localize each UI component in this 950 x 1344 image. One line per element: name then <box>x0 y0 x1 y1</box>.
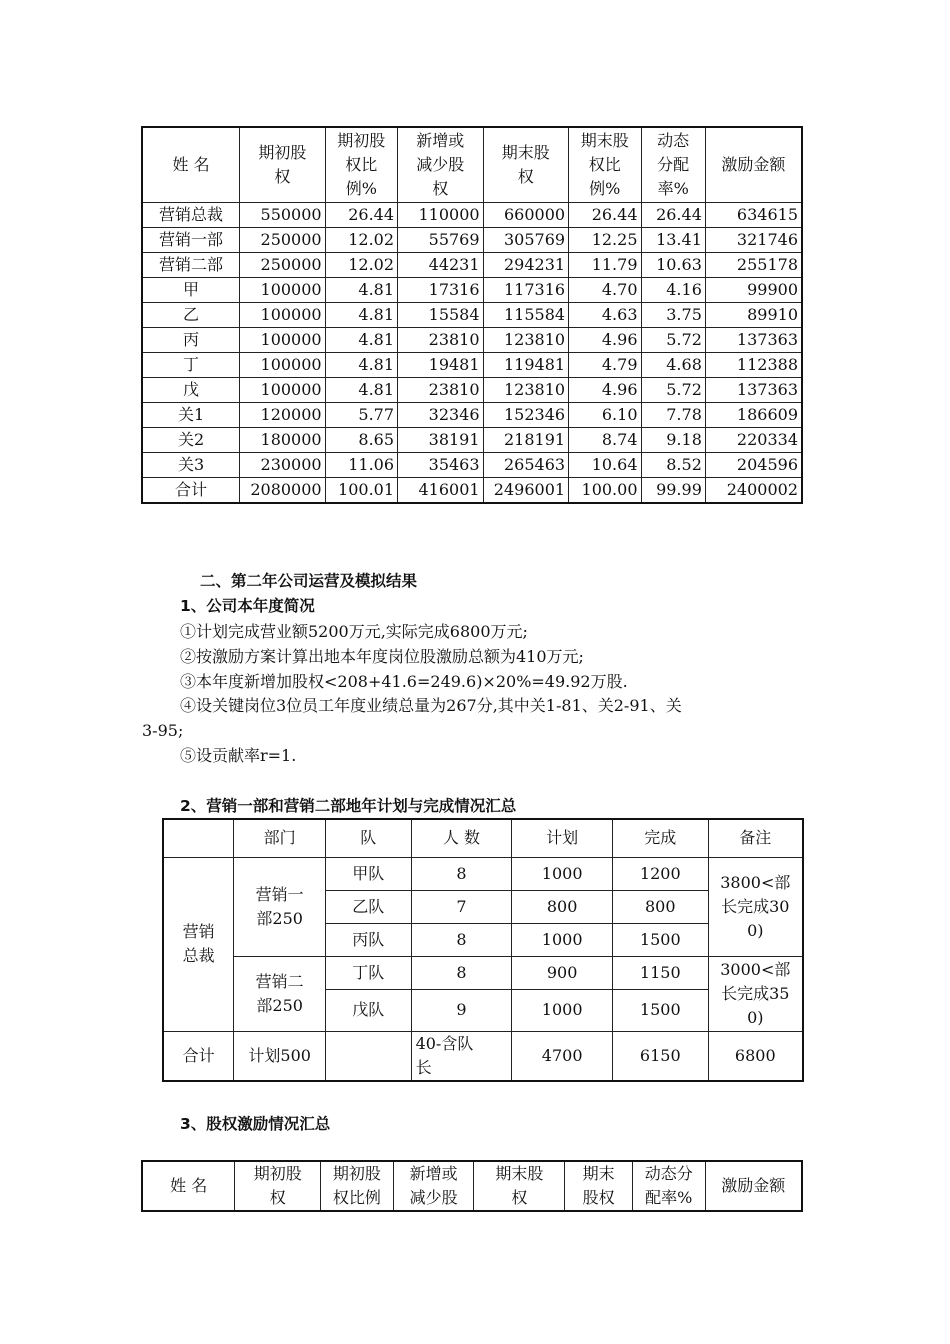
value-cell: 218191 <box>483 428 569 453</box>
value-cell: 660000 <box>483 203 569 228</box>
dept-cell: 营销一部250 <box>234 857 326 956</box>
header-cell: 队 <box>326 819 412 857</box>
value-cell: 4.81 <box>325 353 397 378</box>
value-cell: 137363 <box>705 378 802 403</box>
list-item: ④设关键岗位3位员工年度业绩总量为267分,其中关1-81、关2-91、关 <box>180 696 682 715</box>
total-headcount-cell: 40-含队长 <box>411 1031 512 1081</box>
value-cell: 89910 <box>705 303 802 328</box>
dept-cell: 营销二部250 <box>234 956 326 1031</box>
header-cell <box>163 819 234 857</box>
value-cell: 17316 <box>398 278 484 303</box>
value-cell: 100000 <box>240 378 326 403</box>
value-cell: 204596 <box>705 453 802 478</box>
list-item: ①计划完成营业额5200万元,实际完成6800万元; <box>180 622 528 641</box>
value-cell: 4.81 <box>325 378 397 403</box>
header-cell: 动态分配率% <box>641 127 705 203</box>
header-cell: 期末股权比例% <box>569 127 641 203</box>
value-cell: 117316 <box>483 278 569 303</box>
table-row <box>163 857 803 890</box>
value-cell: 416001 <box>398 478 484 504</box>
equity-table-year2 <box>141 1160 803 1212</box>
header-cell: 人 数 <box>411 819 512 857</box>
name-cell: 合计 <box>142 478 240 504</box>
value-cell: 7.78 <box>641 403 705 428</box>
header-cell: 期初股权 <box>235 1161 321 1211</box>
table-row <box>142 278 802 303</box>
value-cell: 12.25 <box>569 228 641 253</box>
value-cell: 8.65 <box>325 428 397 453</box>
table-row <box>142 303 802 328</box>
table-header-row <box>142 127 802 203</box>
value-cell: 26.44 <box>325 203 397 228</box>
list-item: 3-95; <box>142 721 184 740</box>
team-cell: 丁队 <box>326 956 412 989</box>
equity-table-year1 <box>141 126 803 504</box>
header-cell: 期末股权 <box>565 1161 633 1211</box>
header-cell: 动态分配率% <box>632 1161 705 1211</box>
plan-cell: 1000 <box>512 857 613 890</box>
note-cell: 3000<部长完成350) <box>708 956 803 1031</box>
headcount-cell: 8 <box>411 857 512 890</box>
header-cell: 备注 <box>708 819 803 857</box>
value-cell: 230000 <box>240 453 326 478</box>
value-cell: 123810 <box>483 378 569 403</box>
table-row <box>142 353 802 378</box>
value-cell: 4.96 <box>569 378 641 403</box>
value-cell: 8.52 <box>641 453 705 478</box>
value-cell: 4.70 <box>569 278 641 303</box>
header-cell: 期末股权 <box>483 127 569 203</box>
done-cell: 800 <box>612 890 708 923</box>
plan-cell: 900 <box>512 956 613 989</box>
total-row <box>142 478 802 504</box>
value-cell: 110000 <box>398 203 484 228</box>
header-cell: 激励金额 <box>705 1161 802 1211</box>
value-cell: 15584 <box>398 303 484 328</box>
value-cell: 9.18 <box>641 428 705 453</box>
table-row <box>142 403 802 428</box>
headcount-cell: 8 <box>411 923 512 956</box>
value-cell: 10.63 <box>641 253 705 278</box>
value-cell: 23810 <box>398 328 484 353</box>
list-item: ②按激励方案计算出地本年度岗位股激励总额为410万元; <box>180 647 584 666</box>
section-title: 二、第二年公司运营及模拟结果 <box>200 572 418 590</box>
name-cell: 关2 <box>142 428 240 453</box>
team-cell: 甲队 <box>326 857 412 890</box>
value-cell: 35463 <box>398 453 484 478</box>
value-cell: 6.10 <box>569 403 641 428</box>
done-cell: 1500 <box>612 923 708 956</box>
done-cell: 1500 <box>612 989 708 1031</box>
done-cell: 1150 <box>612 956 708 989</box>
value-cell: 5.77 <box>325 403 397 428</box>
total-note-cell: 6800 <box>708 1031 803 1081</box>
header-cell: 期末股权 <box>474 1161 565 1211</box>
header-cell: 激励金额 <box>705 127 802 203</box>
name-cell: 营销二部 <box>142 253 240 278</box>
value-cell: 4.79 <box>569 353 641 378</box>
value-cell: 100000 <box>240 278 326 303</box>
value-cell: 186609 <box>705 403 802 428</box>
plan-cell: 1000 <box>512 923 613 956</box>
value-cell: 44231 <box>398 253 484 278</box>
done-cell: 1200 <box>612 857 708 890</box>
value-cell: 550000 <box>240 203 326 228</box>
value-cell: 100000 <box>240 303 326 328</box>
table-row <box>142 378 802 403</box>
subsection-title: 1、公司本年度简况 <box>180 597 315 615</box>
name-cell: 戊 <box>142 378 240 403</box>
header-cell: 期初股权比例% <box>325 127 397 203</box>
value-cell: 19481 <box>398 353 484 378</box>
value-cell: 220334 <box>705 428 802 453</box>
table-row <box>142 203 802 228</box>
table-row <box>142 428 802 453</box>
value-cell: 11.06 <box>325 453 397 478</box>
value-cell: 180000 <box>240 428 326 453</box>
team-cell: 乙队 <box>326 890 412 923</box>
value-cell: 3.75 <box>641 303 705 328</box>
table-header-row <box>142 1161 802 1211</box>
value-cell: 32346 <box>398 403 484 428</box>
value-cell: 115584 <box>483 303 569 328</box>
name-cell: 乙 <box>142 303 240 328</box>
subsection-title: 3、股权激励情况汇总 <box>180 1115 331 1133</box>
table-header-row <box>163 819 803 857</box>
name-cell: 甲 <box>142 278 240 303</box>
value-cell: 99.99 <box>641 478 705 504</box>
value-cell: 4.96 <box>569 328 641 353</box>
value-cell: 55769 <box>398 228 484 253</box>
value-cell: 2400002 <box>705 478 802 504</box>
value-cell: 250000 <box>240 228 326 253</box>
value-cell: 120000 <box>240 403 326 428</box>
value-cell: 4.63 <box>569 303 641 328</box>
total-team-cell <box>326 1031 412 1081</box>
value-cell: 5.72 <box>641 378 705 403</box>
value-cell: 12.02 <box>325 228 397 253</box>
value-cell: 8.74 <box>569 428 641 453</box>
value-cell: 100000 <box>240 328 326 353</box>
note-cell: 3800<部长完成300) <box>708 857 803 956</box>
value-cell: 5.72 <box>641 328 705 353</box>
headcount-cell: 9 <box>411 989 512 1031</box>
team-cell: 戊队 <box>326 989 412 1031</box>
headcount-cell: 7 <box>411 890 512 923</box>
name-cell: 关1 <box>142 403 240 428</box>
value-cell: 4.81 <box>325 278 397 303</box>
total-done-cell: 6150 <box>612 1031 708 1081</box>
header-cell: 期初股权比例 <box>321 1161 394 1211</box>
table-row <box>163 956 803 989</box>
table-row <box>142 453 802 478</box>
team-cell: 丙队 <box>326 923 412 956</box>
value-cell: 265463 <box>483 453 569 478</box>
value-cell: 250000 <box>240 253 326 278</box>
value-cell: 4.81 <box>325 328 397 353</box>
total-label-cell: 合计 <box>163 1031 234 1081</box>
value-cell: 100.01 <box>325 478 397 504</box>
header-cell: 期初股权 <box>240 127 326 203</box>
value-cell: 12.02 <box>325 253 397 278</box>
header-cell: 新增或减少股权 <box>398 127 484 203</box>
plan-completion-table <box>162 818 804 1082</box>
name-cell: 关3 <box>142 453 240 478</box>
value-cell: 100000 <box>240 353 326 378</box>
value-cell: 38191 <box>398 428 484 453</box>
value-cell: 137363 <box>705 328 802 353</box>
value-cell: 305769 <box>483 228 569 253</box>
value-cell: 4.81 <box>325 303 397 328</box>
headcount-cell: 8 <box>411 956 512 989</box>
name-cell: 营销总裁 <box>142 203 240 228</box>
table-row <box>142 253 802 278</box>
value-cell: 123810 <box>483 328 569 353</box>
value-cell: 4.68 <box>641 353 705 378</box>
value-cell: 634615 <box>705 203 802 228</box>
table-row <box>142 328 802 353</box>
value-cell: 10.64 <box>569 453 641 478</box>
value-cell: 26.44 <box>641 203 705 228</box>
name-cell: 营销一部 <box>142 228 240 253</box>
value-cell: 255178 <box>705 253 802 278</box>
value-cell: 119481 <box>483 353 569 378</box>
plan-cell: 1000 <box>512 989 613 1031</box>
list-item: ③本年度新增加股权<208+41.6=249.6)×20%=49.92万股. <box>180 672 628 691</box>
value-cell: 2496001 <box>483 478 569 504</box>
list-item: ⑤设贡献率r=1. <box>180 746 297 765</box>
total-row <box>163 1031 803 1081</box>
header-cell: 完成 <box>612 819 708 857</box>
plan-cell: 800 <box>512 890 613 923</box>
table-row <box>142 228 802 253</box>
president-cell: 营销总裁 <box>163 857 234 1031</box>
header-cell: 部门 <box>234 819 326 857</box>
value-cell: 99900 <box>705 278 802 303</box>
header-cell: 姓 名 <box>142 1161 235 1211</box>
header-cell: 姓 名 <box>142 127 240 203</box>
value-cell: 2080000 <box>240 478 326 504</box>
value-cell: 100.00 <box>569 478 641 504</box>
subsection-title: 2、营销一部和营销二部地年计划与完成情况汇总 <box>180 797 517 815</box>
value-cell: 152346 <box>483 403 569 428</box>
value-cell: 26.44 <box>569 203 641 228</box>
value-cell: 294231 <box>483 253 569 278</box>
total-plan-value-cell: 4700 <box>512 1031 613 1081</box>
value-cell: 11.79 <box>569 253 641 278</box>
name-cell: 丙 <box>142 328 240 353</box>
header-cell: 计划 <box>512 819 613 857</box>
value-cell: 112388 <box>705 353 802 378</box>
value-cell: 13.41 <box>641 228 705 253</box>
value-cell: 321746 <box>705 228 802 253</box>
value-cell: 23810 <box>398 378 484 403</box>
total-plan-cell: 计划500 <box>234 1031 326 1081</box>
value-cell: 4.16 <box>641 278 705 303</box>
name-cell: 丁 <box>142 353 240 378</box>
header-cell: 新增或减少股 <box>393 1161 474 1211</box>
